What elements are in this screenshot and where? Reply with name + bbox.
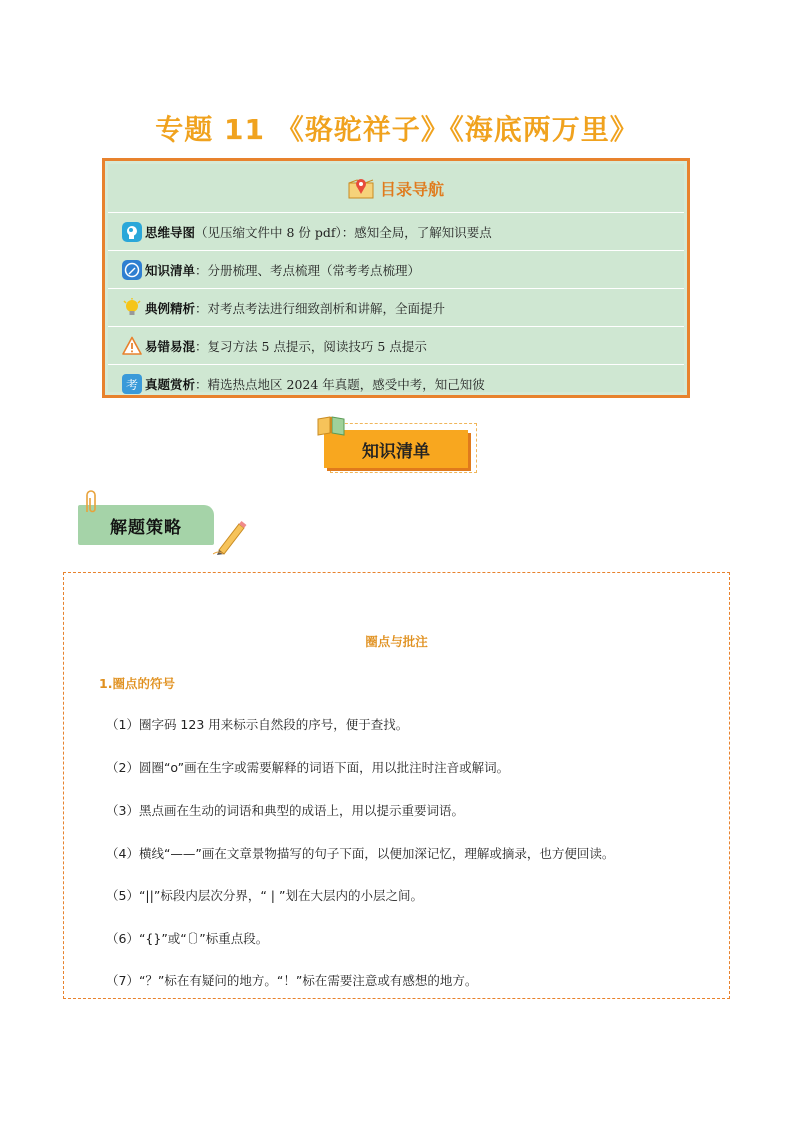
list-item: （4）横线“——”画在文章景物描写的句子下面，以便加深记忆，理解或摘录，也方便回读。 [106,846,615,861]
toc-row-mistakes: 易错易混 ：复习方法 5 点提示，阅读技巧 5 点提示 [108,327,684,365]
toc-header [108,164,684,213]
map-pin-icon [348,177,374,199]
toc-row-mindmap: 思维导图 （见压缩文件中 8 份 pdf）：感知全局，了解知识要点 [108,213,684,251]
svg-text:考: 考 [125,377,139,392]
knowledge-list-banner [316,413,476,473]
strategy-content-box [63,572,730,999]
toc-row-past-exams: 考 真题赏析 ：精选热点地区 2024 年真题，感受中考，知己知彼 [108,365,684,402]
section-title: 圈点与批注 [365,634,428,649]
pencil-icon [213,516,249,556]
list-item: （6）“{}”或“〔〕”标重点段。 [106,931,269,946]
toc-row-examples: 典例精析 ：对考点考法进行细致剖析和讲解，全面提升 [108,289,684,327]
lightbulb-icon [122,298,142,318]
warning-icon [122,336,142,356]
list-item: （1）圈字码 123 用来标示自然段的序号，便于查找。 [106,717,409,732]
exam-icon [122,374,142,394]
brain-icon [122,222,142,242]
list-item: （5）“||”标段内层次分界，“ | ”划在大层内的小层之间。 [106,888,423,903]
strategy-tag [78,500,248,558]
list-item: （7）“？”标在有疑问的地方。“！”标在需要注意或有感想的地方。 [106,973,478,988]
toc-box [102,158,690,398]
book-icon [316,413,346,437]
list-item: （3）黑点画在生动的词语和典型的成语上，用以提示重要词语。 [106,803,464,818]
pencil-circle-icon [122,260,142,280]
list-item: （2）圆圈“o”画在生字或需要解释的词语下面，用以批注时注音或解词。 [106,760,510,775]
toc-row-knowledge: 知识清单 ：分册梳理、考点梳理（常考考点梳理） [108,251,684,289]
toc-heading: 目录导航 [379,179,444,199]
subsection-title: 1.圈点的符号 [99,676,175,691]
knowledge-list-label: 知识清单 [324,430,468,468]
page-title: 专题 11 《骆驼祥子》《海底两万里》 [155,113,639,146]
paperclip-icon [82,490,100,516]
strategy-label: 解题策略 [78,505,214,545]
